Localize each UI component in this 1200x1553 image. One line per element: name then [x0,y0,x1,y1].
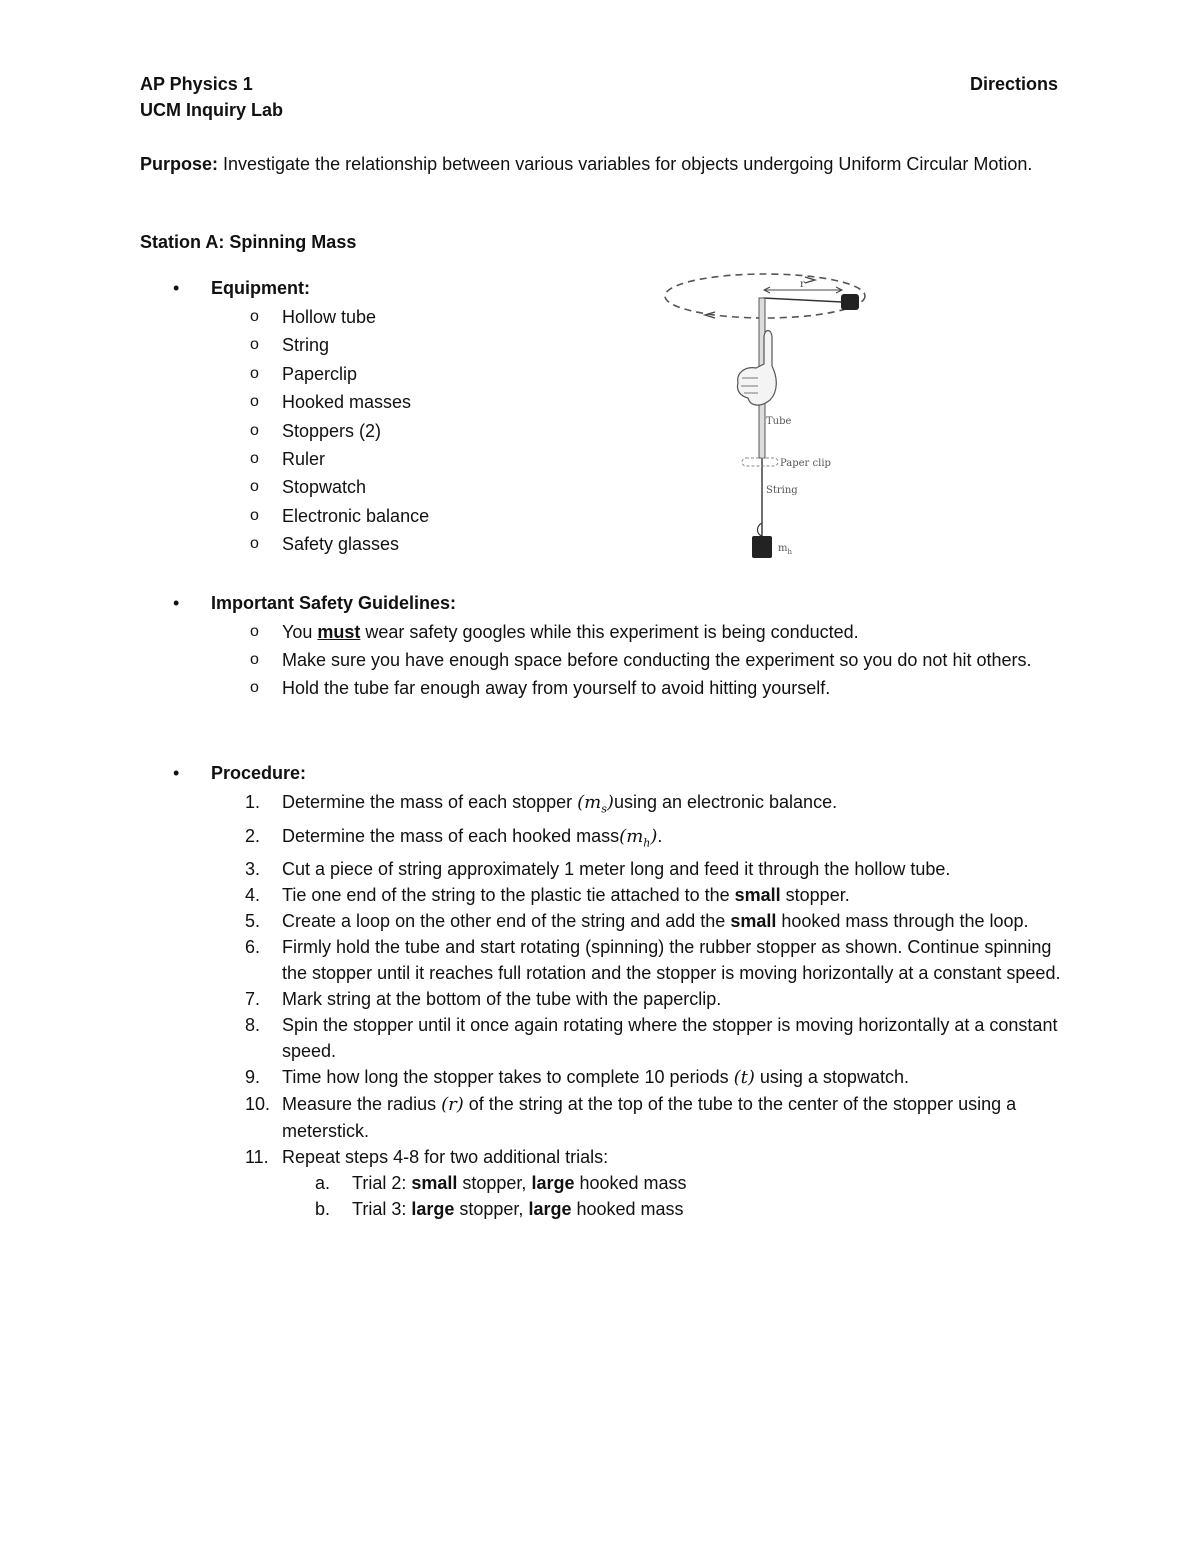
list-item: o You must wear safety googles while this experiment is being conducted. [250,622,859,642]
step-5: 5. Create a loop on the other end of the string and add the small hooked mass through the loop. [245,911,1029,932]
emphasis-must: must [317,622,361,642]
label-string: String [766,485,798,496]
step-9: 9. Time how long the stopper takes to complete 10 periods (t) using a stopwatch. [245,1067,909,1089]
label-tube: Tube [766,416,792,427]
purpose-paragraph [140,151,1060,177]
list-item: o Make sure you have enough space before conducting the experiment so you do not hit others. [250,650,1032,670]
list-item: o Hold the tube far enough away from yourself to avoid hitting yourself. [250,678,831,698]
step-4: 4. Tie one end of the string to the plastic tie attached to the small stopper. [245,885,850,906]
lab-title: UCM Inquiry Lab [140,100,283,120]
list-item: o Paperclip [250,363,358,384]
orbit-arrow-top [805,277,815,283]
horizontal-string [763,298,842,302]
label-mass: $m_h$ [778,543,792,556]
procedure-steps [245,789,1075,1222]
step-6: 6. Firmly hold the tube and start rotating (spinning) the rubber stopper as shown. Continue spinning the stopper until it reaches full rotation and the stopper is moving horizontally at a constant speed. [245,937,1061,984]
stopper [841,294,859,310]
procedure-heading: Procedure: [211,763,307,783]
list-item: o Ruler [250,448,326,469]
step-1: 1. Determine the mass of each stopper $(m_s)using$ an electronic balance. [245,792,838,816]
list-item: o Stopwatch [250,477,367,498]
purpose-text: Investigate the relationship between various variables for objects undergoing Uniform Circular Motion. [218,154,1033,174]
list-item: o Hooked masses [250,392,412,413]
paper-clip [742,458,778,466]
list-item: o Electronic balance [250,505,430,526]
step-3: 3. Cut a piece of string approximately 1 meter long and feed it through the hollow tube. [245,859,951,880]
step-10: 10. Measure the radius (r) of the string at the top of the tube to the center of the stopper using a meterstick. [245,1094,1017,1142]
step-11-b: b. Trial 3: large stopper, large hooked mass [315,1199,684,1220]
safety-heading: Important Safety Guidelines: [211,593,457,613]
step-2: 2. Determine the mass of each hooked $mass(m_h)$. [245,825,663,850]
step-11-a: a. Trial 2: small stopper, large hooked mass [315,1173,687,1194]
course-title: AP Physics 1 [140,74,253,94]
procedure-bullet: • [173,763,180,783]
list-item: o Safety glasses [250,534,400,555]
hooked-mass [752,536,772,558]
safety-list [250,618,1070,702]
step-8: 8. Spin the stopper until it once again rotating where the stopper is moving horizontally at a constant speed. [245,1015,1058,1062]
label-paper-clip: Paper clip [780,458,831,469]
list-item: o String [250,335,330,356]
purpose-label: Purpose: [140,154,219,174]
list-item: o Stoppers (2) [250,420,382,441]
equipment-list [250,303,429,559]
station-title: Station A: Spinning Mass [140,232,357,252]
step-7: 7. Mark string at the bottom of the tube with the paperclip. [245,989,722,1010]
label-r: r [800,279,805,290]
list-item: o Hollow tube [250,307,377,327]
equipment-heading: Equipment: [211,278,310,298]
step-11: 11. Repeat steps 4-8 for two additional trials: [245,1147,609,1168]
equipment-bullet: • [173,278,180,298]
safety-bullet: • [173,593,180,613]
spinning-mass-figure [660,268,870,563]
doc-type: Directions [969,74,1058,94]
hand [737,331,776,406]
